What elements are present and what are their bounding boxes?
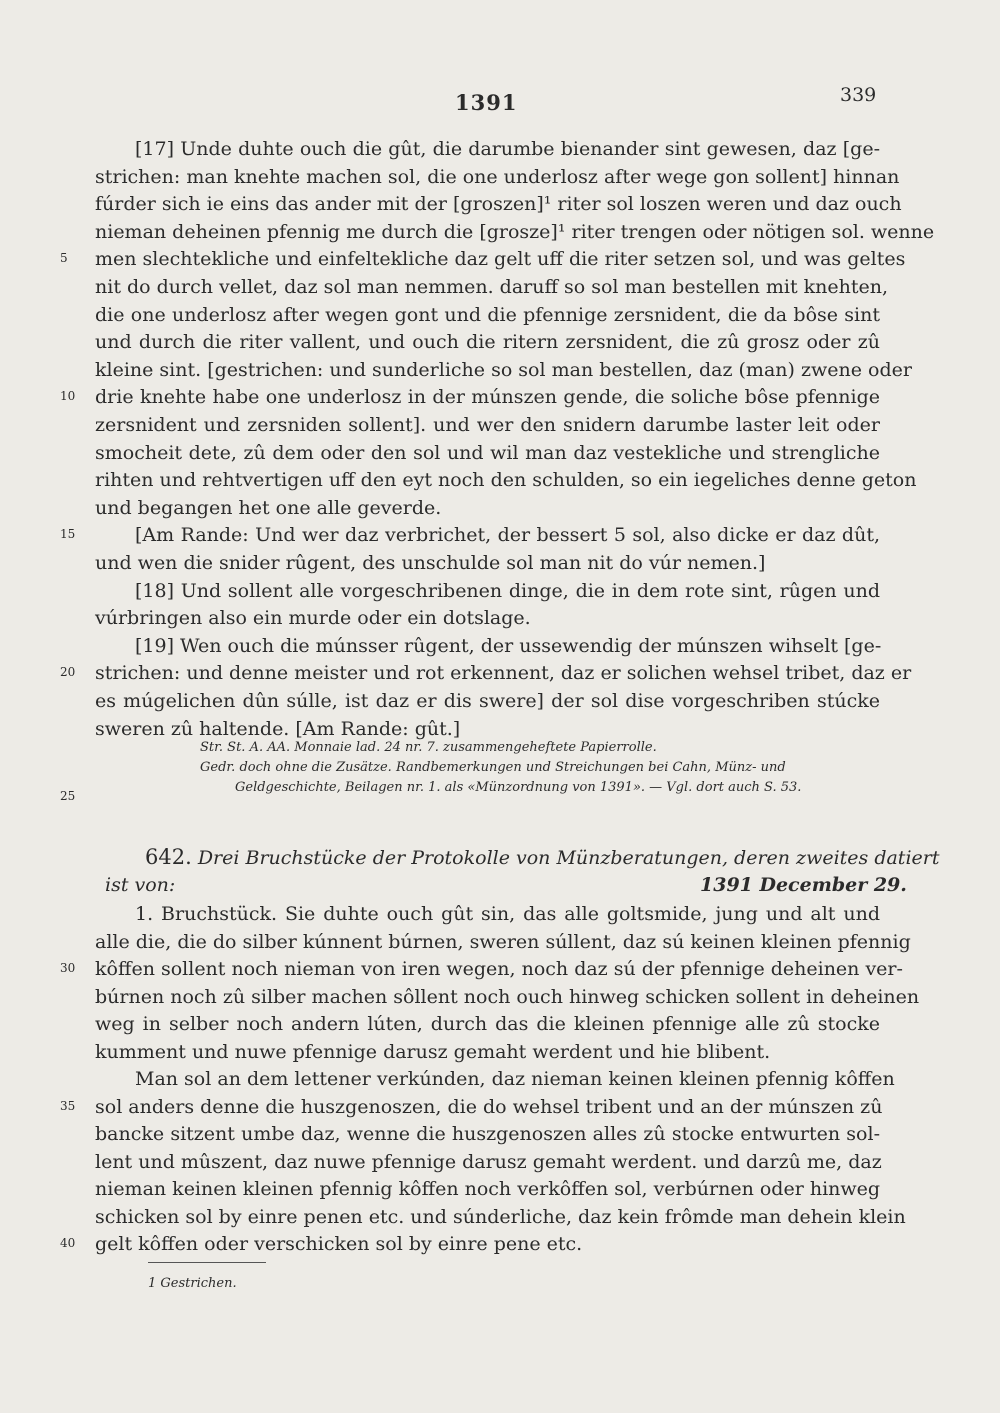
text-line [0, 549, 1000, 577]
line-number: 35 [60, 1098, 76, 1113]
margin-line-25 [0, 783, 1000, 811]
line-text: nieman deheinen pfennig me durch die [grosze]¹ riter trengen oder nötigen sol. wenne [95, 220, 935, 243]
line-text: men slechtekliche und einfeltekliche daz gelt uff die riter setzen sol, und was geltes [95, 248, 906, 271]
line-text: sol anders denne die huszgenoszen, die do wehsel tribent und an der múnszen zû [95, 1095, 883, 1118]
source-note-2: Gedr. doch ohne die Zusätze. Randbemerkungen und Streichungen bei Cahn, Münz- und [200, 760, 786, 775]
line-text: rihten und rehtvertigen uff den eyt noch den schulden, so ein iegeliches denne geton [95, 469, 917, 492]
text-line [0, 928, 1000, 956]
text-line [0, 900, 1000, 928]
text-line [0, 1230, 1000, 1258]
line-text: kleine sint. [gestrichen: und sunderliche so sol man bestellen, daz (man) zwene oder [95, 358, 912, 381]
text-line [0, 1175, 1000, 1203]
entry-title: Drei Bruchstücke der Protokolle von Münzberatungen, deren zweites datiert [197, 847, 940, 869]
line-text: bancke sitzent umbe daz, wenne die huszgenoszen alles zû stocke entwurten sol- [95, 1123, 880, 1145]
text-line [0, 955, 1000, 983]
text-line [0, 1148, 1000, 1176]
text-line [0, 577, 1000, 605]
line-text: [18] Und sollent alle vorgeschribenen dinge, die in dem rote sint, rûgen und [135, 579, 880, 602]
line-text: schicken sol by einre penen etc. und súnderliche, daz kein frômde man dehein klein [95, 1205, 906, 1228]
line-text: zersnident und zersniden sollent]. und wer den snidern darumbe laster leit oder [95, 414, 880, 436]
line-text: nieman keinen kleinen pfennig kôffen noch verkôffen sol, verbúrnen oder hinweg [95, 1178, 881, 1200]
text-line [0, 411, 1000, 439]
entry-date: 1391 December 29. [700, 874, 907, 896]
line-number: 5 [60, 251, 68, 266]
text-line [0, 301, 1000, 329]
line-number: 15 [60, 527, 76, 542]
line-text: nit do durch vellet, daz sol man nemmen. daruff so sol man bestellen mit knehten, [95, 276, 889, 298]
text-line [0, 163, 1000, 191]
line-text: weg in selber noch andern lúten, durch das die kleinen pfennige alle zû stocke [95, 1013, 880, 1035]
text-line [0, 135, 1000, 163]
line-text: und wen die snider rûgent, des unschulde sol man nit do vúr nemen.] [95, 552, 766, 574]
page-year-heading: 1391 [455, 90, 518, 115]
line-text: vúrbringen also ein murde oder ein dotslage. [95, 607, 531, 630]
line-text: [19] Wen ouch die múnsser rûgent, der ussewendig der múnszen wihselt [ge- [135, 634, 882, 657]
page-number: 339 [840, 84, 877, 106]
footnote: 1 Gestrichen. [148, 1276, 237, 1291]
entry-number: 642. [145, 845, 192, 869]
text-line [0, 1120, 1000, 1148]
text-line [0, 1203, 1000, 1231]
line-number: 25 [60, 789, 76, 803]
text-line [0, 632, 1000, 660]
line-text: drie knehte habe one underlosz in der múnszen gende, die soliche bôse pfennige [95, 386, 880, 409]
line-text: búrnen noch zû silber machen sôllent noch ouch hinweg schicken sollent in deheinen [95, 985, 920, 1008]
line-number: 10 [60, 389, 76, 404]
text-line [0, 659, 1000, 687]
text-line [0, 356, 1000, 384]
line-number: 30 [60, 961, 76, 975]
line-text: kumment und nuwe pfennige darusz gemaht werdent und hie blibent. [95, 1040, 771, 1063]
text-line [0, 604, 1000, 632]
line-text: strichen: und denne meister und rot erkennent, daz er solichen wehsel tribet, daz er [95, 662, 912, 685]
line-text: sweren zû haltende. [Am Rande: gût.] [95, 717, 461, 740]
line-text: gelt kôffen oder verschicken sol by einre pene etc. [95, 1233, 583, 1255]
text-line [0, 1065, 1000, 1093]
line-text: Man sol an dem lettener verkúnden, daz nieman keinen kleinen pfennig kôffen [135, 1068, 895, 1090]
text-line [0, 1010, 1000, 1038]
text-line [0, 1093, 1000, 1121]
line-text: strichen: man knehte machen sol, die one underlosz after wege gon sollent] hinnan [95, 165, 900, 188]
source-note-1: Str. St. A. AA. Monnaie lad. 24 nr. 7. zusammengeheftete Papierrolle. [200, 740, 657, 755]
text-line [0, 383, 1000, 411]
text-line [0, 466, 1000, 494]
source-note-3: Geldgeschichte, Beilagen nr. 1. als «Münzordnung von 1391». — Vgl. dort auch S. 53. [235, 780, 802, 795]
line-text: fúrder sich ie eins das ander mit der [groszen]¹ riter sol loszen weren und daz ouch [95, 193, 902, 216]
line-text: 1. Bruchstück. Sie duhte ouch gût sin, das alle goltsmide, jung und alt und [135, 903, 880, 925]
line-text: es múgelichen dûn súlle, ist daz er dis swere] der sol dise vorgeschriben stúcke [95, 690, 880, 712]
text-line [0, 328, 1000, 356]
text-line [0, 983, 1000, 1011]
line-text: [17] Unde duhte ouch die gût, die darumbe bienander sint gewesen, daz [ge- [135, 138, 880, 160]
text-line [0, 439, 1000, 467]
line-text: kôffen sollent noch nieman von iren wegen, noch daz sú der pfennige deheinen ver- [95, 958, 903, 980]
text-line [0, 218, 1000, 246]
line-text: smocheit dete, zû dem oder den sol und wil man daz vestekliche und strengliche [95, 441, 880, 464]
footnote-rule [148, 1262, 266, 1263]
text-line [0, 521, 1000, 549]
entry-title-cont: ist von: [105, 874, 176, 896]
text-line [0, 245, 1000, 273]
text-line [0, 1038, 1000, 1066]
text-line [0, 687, 1000, 715]
line-text: alle die, die do silber kúnnent búrnen, sweren súllent, daz sú keinen kleinen pfennig [95, 930, 911, 953]
text-line [0, 273, 1000, 301]
entry-heading-cont [0, 871, 1000, 899]
line-text: die one underlosz after wegen gont und die pfennige zersnident, die da bôse sint [95, 303, 880, 326]
line-text: und begangen het one alle geverde. [95, 496, 442, 519]
entry-heading [0, 843, 1000, 871]
line-number: 40 [60, 1236, 76, 1250]
text-line [0, 494, 1000, 522]
line-text: lent und mûszent, daz nuwe pfennige darusz gemaht werdent. und darzû me, daz [95, 1150, 882, 1173]
line-number: 20 [60, 665, 76, 680]
text-line [0, 190, 1000, 218]
line-text: und durch die riter vallent, und ouch die ritern zersnident, die zû grosz oder zû [95, 331, 880, 354]
line-text: [Am Rande: Und wer daz verbrichet, der bessert 5 sol, also dicke er daz dût, [135, 524, 880, 547]
